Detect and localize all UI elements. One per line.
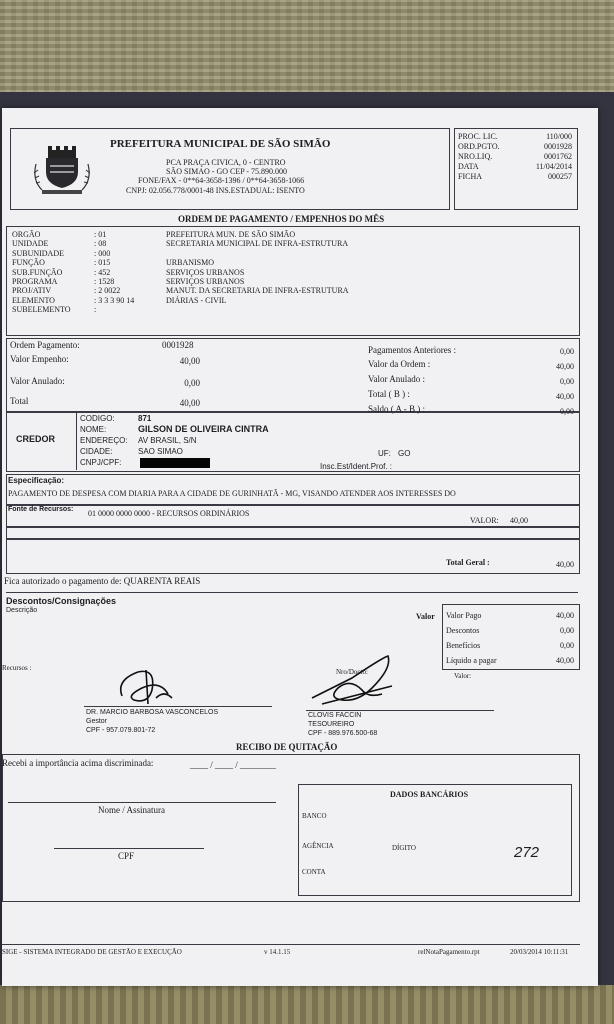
saldo-label: Saldo ( A - B ) : bbox=[368, 404, 426, 414]
uf-label: UF: bbox=[378, 449, 391, 458]
header-cnpj: CNPJ: 02.056.778/0001-48 INS.ESTADUAL: ISENTO bbox=[126, 186, 305, 195]
ref-label-data: DATA bbox=[458, 162, 479, 171]
ordem-pagamento-label: Ordem Pagamento: bbox=[10, 340, 80, 350]
valor-anulado-right-value: 0,00 bbox=[560, 377, 574, 386]
ref-value-proc: 110/000 bbox=[546, 132, 572, 141]
digito-label: DÍGITO bbox=[392, 844, 416, 852]
header-address-line1: PCA PRAÇA CIVICA, 0 - CENTRO bbox=[166, 158, 286, 167]
budget-code: : 01 bbox=[94, 230, 107, 239]
total-geral-value: 40,00 bbox=[556, 560, 574, 569]
budget-code: : bbox=[94, 305, 97, 315]
endereco-value: AV BRASIL, S/N bbox=[138, 436, 197, 445]
budget-code: : 015 bbox=[94, 258, 111, 268]
gestor-cpf: CPF - 957.079.801-72 bbox=[86, 727, 156, 734]
budget-label: PROJ/ATIV bbox=[12, 286, 52, 296]
budget-desc: SECRETARIA MUNICIPAL DE INFRA-ESTRUTURA bbox=[166, 239, 349, 249]
budget-code: : 000 bbox=[94, 248, 111, 258]
cnpj-label: CNPJ/CPF: bbox=[80, 458, 122, 467]
total-geral-label: Total Geral : bbox=[446, 558, 490, 567]
valor-col-label: Valor bbox=[416, 612, 435, 621]
liquido-label: Líquido a pagar bbox=[446, 656, 497, 665]
budget-desc bbox=[166, 249, 349, 258]
document-title: PREFEITURA MUNICIPAL DE SÃO SIMÃO bbox=[110, 138, 331, 150]
recursos-label: Recursos : bbox=[2, 664, 32, 672]
reference-labels bbox=[458, 132, 500, 182]
ref-label-ficha: FICHA bbox=[458, 172, 483, 181]
budget-label: ELEMENTO bbox=[12, 295, 55, 305]
footer-system: SIGE - SISTEMA INTEGRADO DE GESTÃO E EXECUÇÃO bbox=[2, 948, 182, 956]
endereco-label: ENDEREÇO: bbox=[80, 436, 128, 445]
budget-code: : 08 bbox=[94, 239, 107, 249]
valor-anulado-value: 0,00 bbox=[184, 378, 200, 388]
total-value: 40,00 bbox=[179, 398, 200, 408]
values-box bbox=[6, 338, 580, 412]
insc-label: Insc.Est/Ident.Prof. : bbox=[320, 462, 393, 471]
cpf-line bbox=[54, 848, 204, 849]
budget-label: FUNÇÃO bbox=[12, 258, 45, 268]
tesoureiro-signature-line bbox=[306, 710, 494, 711]
descontos-label: Descontos bbox=[446, 626, 480, 635]
ref-label-nroliq: NRO.LIQ. bbox=[458, 152, 493, 161]
pagamento-summary-values bbox=[522, 608, 574, 668]
conta-label: CONTA bbox=[302, 868, 326, 876]
fonte-valor: 40,00 bbox=[510, 516, 528, 525]
budget-code: : 3 3 3 90 14 bbox=[94, 295, 135, 305]
valor-anulado-label: Valor Anulado: bbox=[10, 376, 65, 386]
cidade-value: SAO SIMAO bbox=[138, 447, 183, 456]
recibo-text: Recebi a importância acima discriminada: bbox=[2, 758, 154, 768]
tesoureiro-name: CLOVIS FACCIN bbox=[308, 712, 362, 719]
fonte-text: 01 0000 0000 0000 - RECURSOS ORDINÁRIOS bbox=[88, 509, 250, 518]
ref-value-nroliq: 0001762 bbox=[544, 152, 572, 161]
total-label: Total bbox=[10, 396, 29, 406]
especificacao-label: Especificação: bbox=[8, 476, 65, 485]
budget-desc: URBANISMO bbox=[166, 258, 215, 268]
autorizado-text: Fica autorizado o pagamento de: QUARENTA REAIS bbox=[4, 576, 201, 586]
pagamentos-anteriores-label: Pagamentos Anteriores : bbox=[368, 345, 456, 355]
budget-label: PROGRAMA bbox=[12, 277, 58, 287]
creditor-heading: CREDOR bbox=[16, 434, 56, 444]
especificacao-text: PAGAMENTO DE DESPESA COM DIARIA PARA A CIDADE DE GURINHATÃ - MG, VISANDO ATENDER AOS INTERESSES DO bbox=[8, 489, 456, 498]
nome-label: NOME: bbox=[80, 425, 107, 434]
valor-empenho-label: Valor Empenho: bbox=[10, 354, 69, 364]
valor-empenho-value: 40,00 bbox=[179, 356, 200, 366]
pagamentos-anteriores-value: 0,00 bbox=[560, 347, 574, 356]
recibo-date-blank: ____ / ____ / ________ bbox=[190, 760, 277, 770]
banco-label: BANCO bbox=[302, 812, 327, 820]
fonte-valor-label: VALOR: bbox=[470, 516, 499, 525]
budget-desc: SERVIÇOS URBANOS bbox=[166, 267, 245, 277]
beneficios-label: Benefícios bbox=[446, 641, 481, 650]
agencia-label: AGÊNCIA bbox=[302, 842, 334, 850]
footer-report: relNotaPagamento.rpt bbox=[418, 948, 480, 956]
budget-label: ORGÃO bbox=[12, 230, 41, 239]
budget-desc bbox=[166, 305, 349, 314]
gestor-role: Gestor bbox=[86, 718, 108, 725]
budget-code: : 452 bbox=[94, 267, 111, 277]
recibo-title: RECIBO DE QUITAÇÃO bbox=[236, 742, 338, 752]
nro-docto-label: Nro/Docto: bbox=[336, 668, 368, 676]
gestor-name: DR. MARCIO BARBOSA VASCONCELOS bbox=[86, 709, 219, 716]
gestor-signature-line bbox=[84, 706, 272, 707]
budget-code: : 1528 bbox=[94, 277, 115, 287]
ref-label-proc: PROC. LIC. bbox=[458, 132, 498, 141]
pagamento-summary-labels bbox=[446, 608, 497, 668]
tesoureiro-cpf: CPF - 889.976.500-68 bbox=[308, 730, 378, 737]
descricao-label: Descrição bbox=[6, 607, 38, 614]
tesoureiro-signature-icon bbox=[302, 648, 398, 708]
header-address-line2: SÃO SIMAO - GO CEP - 75.890.000 bbox=[166, 167, 288, 176]
budget-label: SUB.FUNÇÃO bbox=[12, 267, 63, 277]
ref-value-ficha: 000257 bbox=[548, 172, 572, 181]
codigo-value: 871 bbox=[138, 414, 152, 423]
valor-pago-label: Valor Pago bbox=[446, 611, 482, 620]
bank-title: DADOS BANCÁRIOS bbox=[390, 790, 469, 799]
handwritten-number: 272 bbox=[514, 844, 540, 861]
descontos-value: 0,00 bbox=[560, 626, 574, 635]
bank-box bbox=[298, 784, 572, 896]
liquido-value: 40,00 bbox=[556, 656, 574, 665]
reference-values bbox=[512, 132, 572, 182]
valor-da-ordem-label: Valor da Ordem : bbox=[368, 359, 431, 369]
header-phone: FONE/FAX - 0**64-3658-1396 / 0**64-3658-1066 bbox=[138, 176, 305, 185]
budget-desc: DIÁRIAS - CIVIL bbox=[166, 295, 227, 305]
total-geral-box bbox=[6, 538, 580, 574]
payment-order-document bbox=[2, 108, 598, 986]
valor-pago-value: 40,00 bbox=[556, 611, 574, 620]
cpf-label: CPF bbox=[118, 851, 135, 861]
saldo-value: 0,00 bbox=[560, 407, 574, 416]
budget-label: SUBUNIDADE bbox=[12, 248, 64, 258]
budget-desc: PREFEITURA MUN. DE SÃO SIMÃO bbox=[166, 230, 296, 239]
valor-da-ordem-value: 40,00 bbox=[556, 362, 574, 371]
redacted-cpf bbox=[140, 458, 210, 468]
budget-descriptions bbox=[166, 230, 349, 315]
budget-labels bbox=[12, 230, 71, 315]
ref-value-data: 11/04/2014 bbox=[535, 162, 572, 171]
ref-value-ordpgto: 0001928 bbox=[544, 142, 572, 151]
budget-label: SUBELEMENTO bbox=[12, 305, 71, 315]
municipal-coat-of-arms-icon bbox=[30, 142, 94, 196]
descontos-top-line bbox=[6, 592, 578, 593]
creditor-divider bbox=[76, 412, 77, 470]
nome-value: GILSON DE OLIVEIRA CINTRA bbox=[138, 424, 269, 434]
total-b-value: 40,00 bbox=[556, 392, 574, 401]
bottom-mat-strip bbox=[0, 985, 614, 1024]
total-b-label: Total ( B ) : bbox=[368, 389, 410, 399]
cidade-label: CIDADE: bbox=[80, 447, 113, 456]
budget-desc: SERVIÇOS URBANOS bbox=[166, 277, 245, 287]
beneficios-value: 0,00 bbox=[560, 641, 574, 650]
footer-version: v 14.1.15 bbox=[264, 948, 291, 956]
valor-anulado-right-label: Valor Anulado : bbox=[368, 374, 425, 384]
codigo-label: CODIGO: bbox=[80, 414, 115, 423]
budget-code: : 2 0022 bbox=[94, 286, 121, 296]
descontos-title: Descontos/Consignações bbox=[6, 596, 117, 606]
budget-codes bbox=[94, 230, 134, 315]
ref-label-ordpgto: ORD.PGTO. bbox=[458, 142, 500, 151]
budget-desc: MANUT. DA SECRETARIA DE INFRA-ESTRUTURA bbox=[166, 286, 349, 296]
fonte-label: Fonte de Recursos: bbox=[8, 506, 74, 513]
nome-assinatura-line bbox=[8, 802, 276, 803]
gestor-signature-icon bbox=[112, 660, 192, 710]
footer-line bbox=[2, 944, 580, 945]
valor2-label: Valor: bbox=[454, 672, 472, 680]
tesoureiro-role: TESOUREIRO bbox=[308, 721, 355, 728]
section-title: ORDEM DE PAGAMENTO / EMPENHOS DO MÊS bbox=[178, 214, 385, 224]
budget-label: UNIDADE bbox=[12, 239, 49, 249]
footer-printed: 20/03/2014 10:11:31 bbox=[510, 948, 569, 956]
uf-value: GO bbox=[398, 449, 411, 458]
nome-assinatura-label: Nome / Assinatura bbox=[98, 805, 165, 815]
ordem-pagamento-value: 0001928 bbox=[162, 340, 194, 350]
